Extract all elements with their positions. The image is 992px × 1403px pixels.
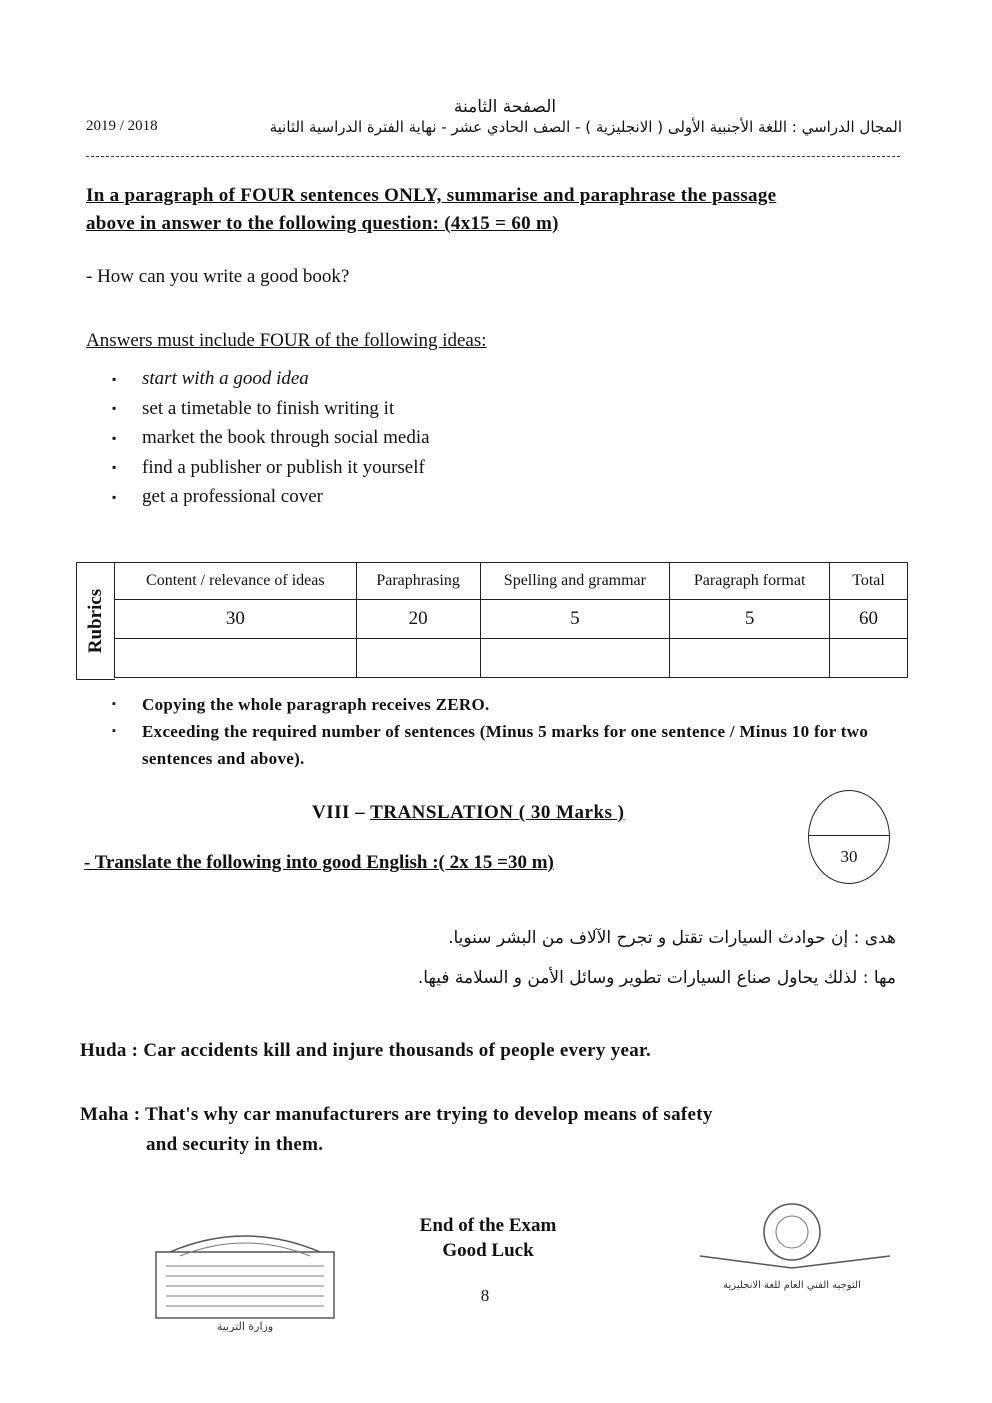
rubric-value-cell: 20 [356,600,480,639]
rubrics-table-wrapper [76,562,908,680]
rubric-empty-cell [480,639,670,678]
rubric-empty-cell [670,639,830,678]
header-divider [86,156,900,157]
rubric-header-cell: Content / relevance of ideas [115,563,357,600]
bullet-icon: ▪ [112,430,117,445]
instruction-line-1: In a paragraph of FOUR sentences ONLY, summarise and paraphrase the passage [86,185,777,206]
answers-heading: Answers must include FOUR of the following ideas: [86,330,487,351]
stamp-right-graphic [680,1196,905,1296]
page-number: 8 [480,1286,490,1305]
bullet-icon: ▪ [112,371,117,386]
list-item: ▪ set a timetable to finish writing it [112,394,430,424]
table-row [115,563,908,600]
page-title: الصفحة الثامنة [453,97,557,117]
rubrics-label: Rubrics [85,588,106,654]
list-item: ▪ market the book through social media [112,423,430,453]
translation-instruction: - Translate the following into good English :( 2x 15 =30 m) [84,852,554,873]
instruction-line-2: above in answer to the following question: (4x15 = 60 m) [86,213,559,234]
bullet-icon: ▪ [112,725,117,737]
rubric-value-cell: 30 [115,600,357,639]
end-line-1: End of the Exam [419,1215,557,1236]
score-circle [808,790,890,884]
table-row [115,600,908,639]
rubrics-side-cell [76,562,115,680]
score-value: 30 [840,847,858,866]
bullet-icon: ▪ [112,460,117,475]
ideas-list [112,364,430,512]
list-item: ▪ Copying the whole paragraph receives ZERO. [112,691,872,718]
ministry-stamp-left [150,1222,340,1332]
summary-question: - How can you write a good book? [86,266,350,287]
list-item: ▪ start with a good idea [112,364,430,394]
end-line-2: Good Luck [442,1240,534,1261]
table-row [115,639,908,678]
marking-notes [112,691,872,772]
english-answer-2: Maha : That's why car manufacturers are trying to develop means of safety and security in them. [80,1104,713,1155]
header-year: 2019 / 2018 [86,118,158,134]
rubric-header-cell: Total [830,563,908,600]
arabic-sentence-2: مها : لذلك يحاول صناع السيارات تطوير وسائل الأمن و السلامة فيها. [417,968,896,988]
rubric-empty-cell [115,639,357,678]
stamp-left-graphic [150,1222,340,1332]
english-answer-1: Huda : Car accidents kill and injure thousands of people every year. [80,1040,652,1061]
bullet-icon: ▪ [112,489,117,504]
bullet-icon: ▪ [112,401,117,416]
list-item: ▪ find a publisher or publish it yourself [112,453,430,483]
ministry-stamp-right [680,1196,905,1296]
arabic-sentence-1: هدى : إن حوادث السيارات تقتل و تجرح الآلاف من البشر سنويا. [448,928,896,948]
stamp-right-text: التوجيه الفني العام للغة الانجليزية [723,1280,861,1291]
rubric-empty-cell [356,639,480,678]
bullet-icon: ▪ [112,698,117,710]
list-item: ▪ get a professional cover [112,482,430,512]
rubric-value-cell: 5 [670,600,830,639]
translation-section-title: VIII – TRANSLATION ( 30 Marks ) [312,802,625,823]
rubric-header-cell: Paragraph format [670,563,830,600]
rubrics-table [114,562,908,678]
rubric-empty-cell [830,639,908,678]
end-of-exam [390,1213,586,1263]
rubric-value-cell: 60 [830,600,908,639]
stamp-left-text: وزارة التربية [216,1320,274,1332]
header-subject: المجال الدراسي : اللغة الأجنبية الأولى ( الانجليزية ) - الصف الحادي عشر - نهاية الفترة الدراسية الثانية [269,118,902,136]
summary-instruction [86,182,886,238]
rubric-value-cell: 5 [480,600,670,639]
score-circle-divider [809,835,889,836]
header-subject-line [86,118,902,136]
rubric-header-cell: Spelling and grammar [480,563,670,600]
rubric-header-cell: Paraphrasing [356,563,480,600]
list-item: ▪ Exceeding the required number of sentences (Minus 5 marks for one sentence / Minus 10 for two sentences and above). [112,718,872,772]
